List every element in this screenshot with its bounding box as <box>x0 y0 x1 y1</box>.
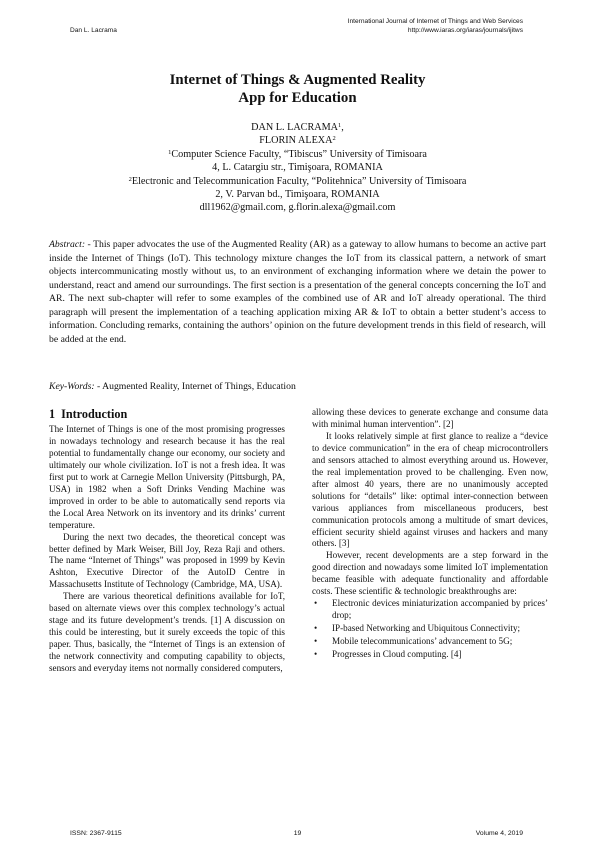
author-emails[interactable]: dll1962@gmail.com, g.florin.alexa@gmail.com <box>199 202 396 214</box>
list-item-text: Electronic devices miniaturization accompanied by prices’ drop; <box>332 598 548 621</box>
body-paragraph: During the next two decades, the theoretical concept was better defined by Mark Weiser, Bill Joy, Reza Raji and others. The name “Internet of Things” was proposed in 1999 by Kevin Ashton, Executive Director of the AutoID Centre in Massachusetts Institute of Technology (Cambridge, MA, USA). <box>49 531 285 590</box>
affiliation-2-name: Electronic and Telecommunication Faculty, “Politehnica” University of Timisoara <box>131 175 467 187</box>
keywords <box>49 380 546 393</box>
journal-name: International Journal of Internet of Things and Web Services <box>347 18 523 25</box>
body-paragraph: However, recent developments are a step forward in the good direction and nowadays some limited IoT implementation became feasible with adequate functionality and affordable costs. These scientific & technologic breakthroughs are: <box>312 550 548 597</box>
list-item <box>312 649 548 661</box>
abstract-label: Abstract: - <box>49 239 91 250</box>
list-item-text: IP-based Networking and Ubiquitous Connectivity; <box>332 623 521 634</box>
footer-volume: Volume 4, 2019 <box>475 830 523 837</box>
running-header-author: Dan L. Lacrama <box>70 27 117 34</box>
body-paragraph: There are various theoretical definitions available for IoT, based on alternate views over this complex technology’s actual stage and its future development’s trends. [1] A discussion on this could be interesting, but it surely exceeds the topic of this paper. Thus, basically, the “Internet of Tings is an extension of the network connectivity and computing capability to objects, sensors and everyday items not normally considered computers, <box>49 591 285 674</box>
keywords-label: Key-Words: - <box>49 381 101 392</box>
affiliation-1-line-1 <box>0 148 595 161</box>
list-item <box>312 598 548 622</box>
paper-title <box>0 71 595 107</box>
title-line-1: Internet of Things & Augmented Reality <box>169 72 426 88</box>
breakthrough-list <box>312 598 548 661</box>
keywords-text: Augmented Reality, Internet of Things, Education <box>100 381 296 392</box>
journal-url[interactable]: http://www.iaras.org/iaras/journals/ijitws <box>407 27 523 34</box>
running-header-journal <box>348 17 523 35</box>
affiliation-1-name: Computer Science Faculty, “Tibiscus” University of Timisoara <box>171 148 427 160</box>
section-title: Introduction <box>61 407 128 421</box>
author-1-comma: , <box>341 122 344 133</box>
bullet-icon: • <box>314 636 318 647</box>
author-1-sup: 1 <box>338 122 342 129</box>
author-1-line <box>0 121 595 134</box>
author-2-name: FLORIN ALEXA <box>259 135 333 147</box>
footer-page-number: 19 <box>293 830 302 837</box>
affiliation-1-sup: 1 <box>168 148 172 156</box>
right-column <box>312 407 548 662</box>
list-item <box>312 636 548 648</box>
author-1-name: DAN L. LACRAMA <box>251 122 339 133</box>
bullet-icon: • <box>314 598 318 609</box>
author-2-sup: 2 <box>332 135 336 143</box>
footer-issn: ISSN: 2367-9115 <box>70 830 122 837</box>
author-2-line <box>0 134 595 147</box>
affiliation-2-address: 2, V. Parvan bd., Timişoara, ROMANIA <box>215 189 380 201</box>
list-item-text: Mobile telecommunications’ advancement to 5G; <box>332 636 513 647</box>
body-paragraph: It looks relatively simple at first glance to realize a “device to device communication” in the era of cheap microcontrollers and sensors attached to almost everything around us. However, the real implementation proved to be challenging. Even now, after almost 40 years, there are no unanimously accepted solutions for “details” like: optimal inter-connection between various appliances from miscellaneous producers, best communication protocols among a multitude of smart devices, efficient security shield against viruses and hackers and many others. [3] <box>312 430 548 549</box>
body-paragraph: allowing these devices to generate exchange and consume data with minimal human intervention”. [2] <box>312 407 548 429</box>
author-block <box>0 121 595 215</box>
list-item-text: Progresses in Cloud computing. [4] <box>332 649 462 660</box>
list-item <box>312 623 548 635</box>
left-column <box>49 405 285 675</box>
bullet-icon: • <box>314 623 318 634</box>
affiliation-1-address: 4, L. Catargiu str., Timişoara, ROMANIA <box>212 162 383 174</box>
bullet-icon: • <box>314 649 318 660</box>
abstract <box>49 238 546 346</box>
affiliation-2-line-1 <box>0 175 595 188</box>
section-heading <box>49 405 285 423</box>
abstract-text: This paper advocates the use of the Augmented Reality (AR) as a gateway to allow humans to become an active part inside the Internet of Things (IoT). This technology mixture changes the IoT from its classical pattern, a network of smart objects intercommunicating mostly without us, to an environment of exchanging information where we detain the power to understand, react and amend our surroundings. The first section is a presentation of the general concepts concerning the IoT and AR. The next sub-chapter will refer to some examples of the combined use of AR and IoT already operational. The third paragraph will present the implementation of a teaching application mixing AR & IoT to obtain a better student’s access to information. Concluding remarks, containing the authors’ opinion on the future development trends in this field of research, will be added at the end. <box>49 239 546 345</box>
title-line-2: App for Education <box>238 90 357 106</box>
section-number: 1 <box>49 407 56 421</box>
affiliation-2-sup: 2 <box>128 175 132 183</box>
body-paragraph: The Internet of Things is one of the most promising progresses in nowadays technology and research because it has the real potential to fundamentally change our economy, our society and ultimately our whole civilization. IoT is not a fresh idea. It was first put to work at Carnegie Mellon University (Pittsburgh, PA, USA) in 1982 when a Soft Drinks Vending Machine was improved in order to be able to automatically send reports via the Local Area Network on its inventory and its drinks’ current temperature. <box>49 424 285 530</box>
